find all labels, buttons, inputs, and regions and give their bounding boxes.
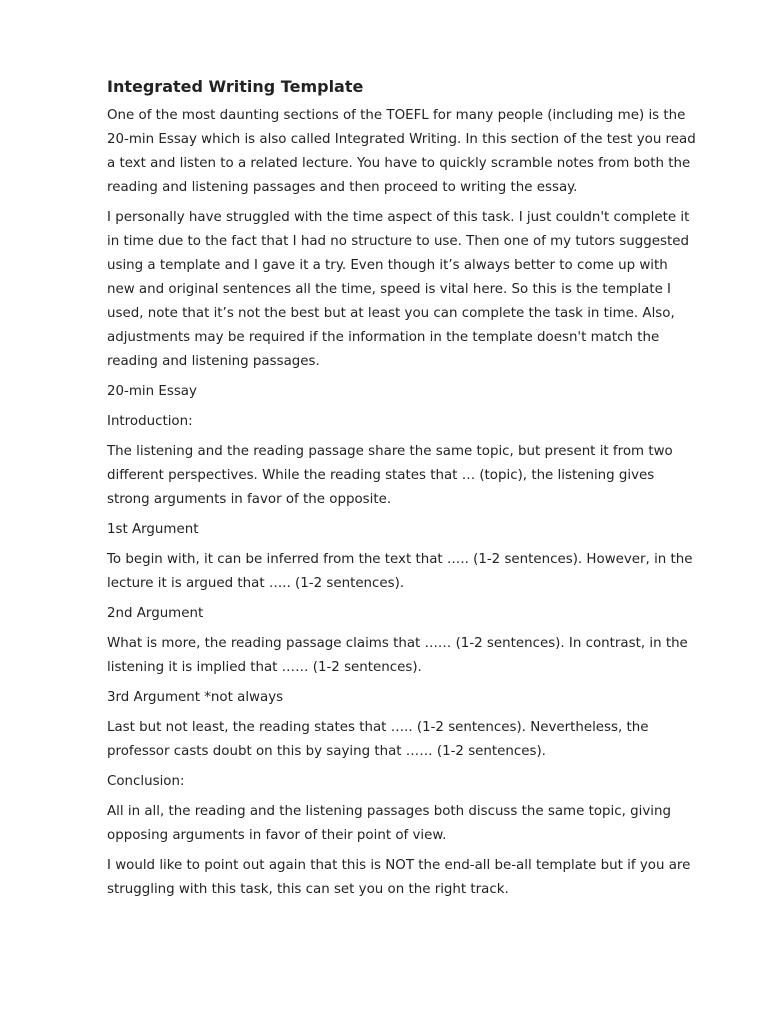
intro-paragraph-1: One of the most daunting sections of the TOEFL for many people (including me) is the 20-min Essay which is also called Integrated Writing. In this section of the test you read a text and listen to a related lecture. You have to quickly scramble notes from both the reading and listening passages and then proceed to writing the essay.: [107, 108, 696, 195]
introduction-label: Introduction:: [107, 414, 193, 429]
argument-2-text: What is more, the reading passage claims that …… (1-2 sentences). In contrast, in the listening it is implied that …… (1-2 sentences).: [107, 636, 688, 675]
argument-1-label: 1st Argument: [107, 522, 199, 537]
conclusion-label: Conclusion:: [107, 774, 185, 789]
conclusion-text: All in all, the reading and the listening passages both discuss the same topic, giving opposing arguments in favor of their point of view.: [107, 804, 671, 843]
closing-paragraph: I would like to point out again that this is NOT the end-all be-all template but if you are struggling with this task, this can set you on the right track.: [107, 858, 691, 897]
argument-3-label: 3rd Argument *not always: [107, 690, 284, 705]
intro-paragraph-2: I personally have struggled with the time aspect of this task. I just couldn't complete it in time due to the fact that I had no structure to use. Then one of my tutors suggested using a template and I gave it a try. Even though it’s always better to come up with new and original sentences all the time, speed is vital here. So this is the template I used, note that it’s not the best but at least you can complete the task in time. Also, adjustments may be required if the information in the template doesn't match the reading and listening passages.: [107, 210, 690, 369]
document-title: Integrated Writing Template: [107, 77, 364, 96]
argument-2-label: 2nd Argument: [107, 606, 204, 621]
essay-label: 20-min Essay: [107, 384, 197, 399]
document-page: [107, 76, 697, 908]
introduction-text: The listening and the reading passage share the same topic, but present it from two different perspectives. While the reading states that … (topic), the listening gives strong arguments in favor of the opposite.: [107, 444, 673, 507]
argument-1-text: To begin with, it can be inferred from the text that ….. (1-2 sentences). However, in the lecture it is argued that ….. (1-2 sentences).: [107, 552, 693, 591]
argument-3-text: Last but not least, the reading states that ….. (1-2 sentences). Nevertheless, the professor casts doubt on this by saying that …… (1-2 sentences).: [107, 720, 649, 759]
